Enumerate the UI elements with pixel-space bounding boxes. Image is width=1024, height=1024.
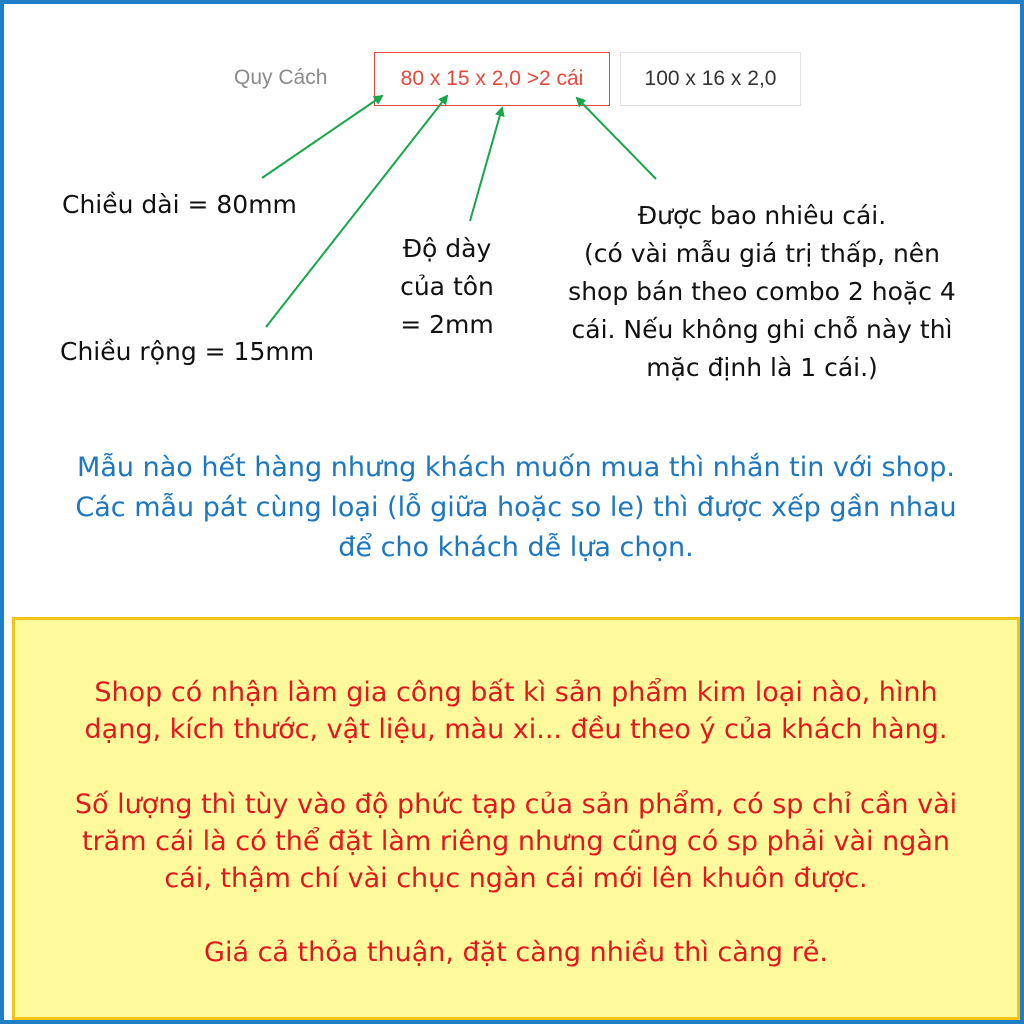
annotation-thickness-line: của tôn (400, 272, 494, 301)
annotation-quantity-line: shop bán theo combo 2 hoặc 4 (568, 277, 956, 306)
annotation-width: Chiều rộng = 15mm (60, 337, 315, 366)
annotation-thickness-line: Độ dày (402, 234, 492, 263)
stock-notice-line: để cho khách dễ lựa chọn. (338, 532, 694, 563)
arrow-quantity (577, 98, 656, 179)
custom-order-line: Shop có nhận làm gia công bất kì sản phẩm kim loại nào, hình (94, 677, 938, 708)
custom-order-box (12, 617, 1020, 1020)
arrow-length (262, 96, 382, 178)
custom-order-line: dạng, kích thước, vật liệu, màu xi... đều theo ý của khách hàng. (84, 714, 948, 745)
price-line: Giá cả thỏa thuận, đặt càng nhiều thì càng rẻ. (204, 937, 828, 968)
stock-notice-line: Các mẫu pát cùng loại (lỗ giữa hoặc so le) thì được xếp gần nhau (75, 492, 957, 523)
annotation-quantity-line: (có vài mẫu giá trị thấp, nên (583, 239, 941, 268)
quantity-paragraph (15, 786, 1017, 897)
arrow-thickness (470, 108, 502, 221)
annotation-quantity-line: mặc định là 1 cái.) (646, 353, 878, 382)
spec-option[interactable]: 100 x 16 x 2,0 (620, 52, 801, 106)
custom-order-paragraph (15, 674, 1017, 748)
annotation-thickness-line: = 2mm (400, 310, 494, 339)
spec-option-selected[interactable]: 80 x 15 x 2,0 >2 cái (374, 52, 610, 106)
annotation-thickness (392, 230, 502, 344)
quantity-line: trăm cái là có thể đặt làm riêng nhưng cũng có sp phải vài ngàn (82, 826, 950, 857)
stock-notice (34, 448, 998, 568)
spec-label: Quy Cách (234, 66, 328, 89)
annotation-quantity-line: Được bao nhiêu cái. (637, 201, 887, 230)
price-paragraph (15, 934, 1017, 971)
annotation-quantity (552, 197, 972, 387)
stock-notice-line: Mẫu nào hết hàng nhưng khách muốn mua thì nhắn tin với shop. (77, 452, 955, 483)
quantity-line: cái, thậm chí vài chục ngàn cái mới lên khuôn được. (164, 863, 868, 894)
annotation-length: Chiều dài = 80mm (62, 190, 297, 219)
quantity-line: Số lượng thì tùy vào độ phức tạp của sản phẩm, có sp chỉ cần vài (74, 789, 958, 820)
annotation-quantity-line: cái. Nếu không ghi chỗ này thì (571, 315, 953, 344)
